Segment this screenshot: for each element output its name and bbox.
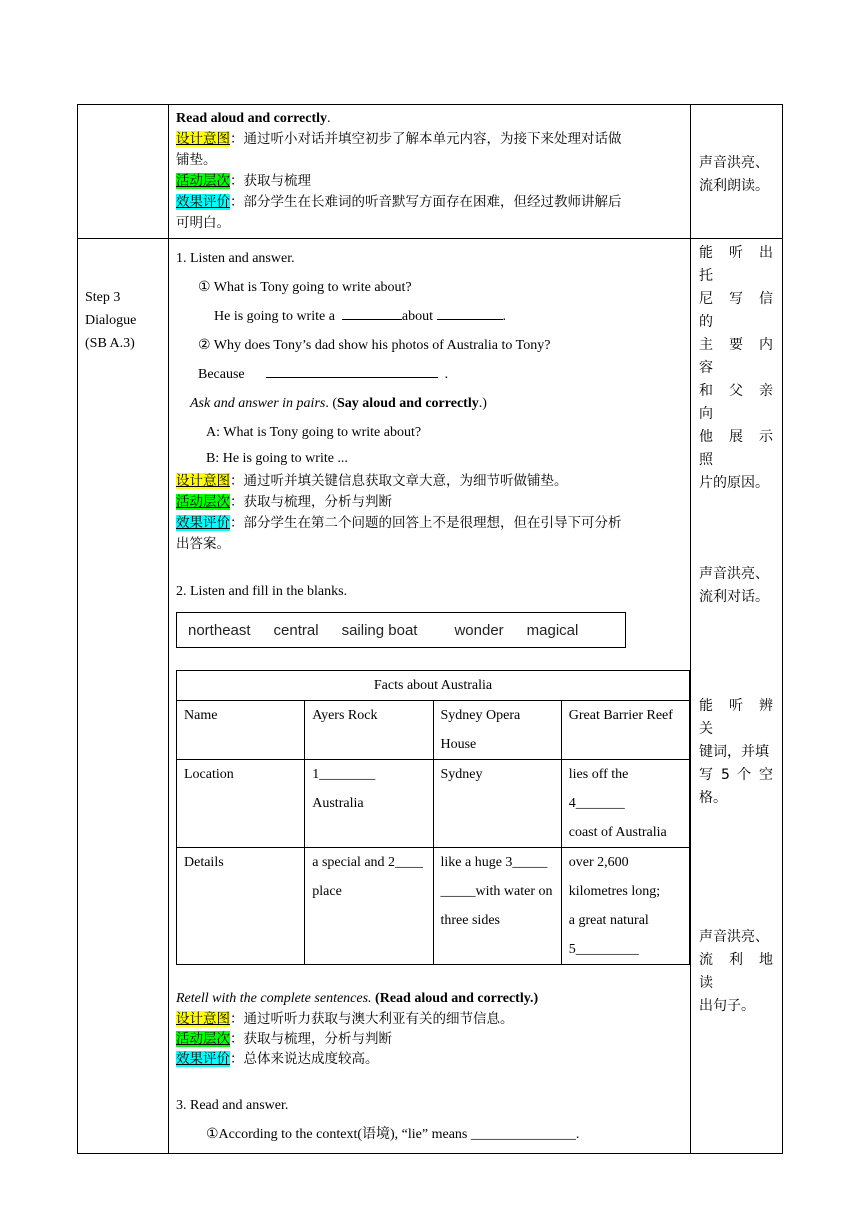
right-line-f: 片的原因。: [699, 475, 769, 491]
blank-2[interactable]: [437, 305, 503, 320]
level-text: ：获取与梳理: [230, 173, 311, 189]
dialogue-b: B: He is going to write ...: [206, 451, 348, 466]
level-label-3: 活动层次: [176, 1031, 230, 1047]
fill-title: 2. Listen and fill in the blanks.: [176, 584, 348, 599]
row1-right-2: 流利朗读。: [699, 178, 769, 194]
header-name: Name: [177, 701, 305, 760]
word-bank-item: central: [273, 621, 319, 639]
details-sydney: [433, 848, 561, 965]
pairs-bold: Say aloud and correctly: [337, 396, 479, 411]
answer-1: [176, 302, 683, 331]
facts-details-row: [177, 848, 690, 965]
details-reef: [561, 848, 689, 965]
eval-label-3: 效果评价: [176, 1051, 230, 1067]
eval-text: ：部分学生在长难词的听音默写方面存在困难，但经过教师讲解后: [230, 194, 622, 210]
details-reef-3: a great natural: [568, 913, 649, 928]
retell-bold: (Read aloud and correctly.): [375, 991, 539, 1006]
answer-2: [176, 360, 683, 389]
intent-text: ：通过听小对话并填空初步了解本单元内容，为接下来处理对话做: [230, 131, 622, 147]
details-ayers: [305, 848, 433, 965]
row1-right-1: 声音洪亮、: [699, 155, 769, 171]
right-line-a: 能 听 出 托: [699, 245, 775, 284]
word-bank-item: northeast: [188, 621, 251, 639]
right-line-g2: 流利对话。: [699, 589, 769, 605]
details-reef-1: over 2,600: [568, 855, 629, 870]
row1-heading: Read aloud and correctly: [176, 111, 328, 126]
details-ayers-2: place: [312, 884, 342, 899]
right-line-l1: 声音洪亮、: [699, 929, 769, 945]
right-line-c: 主 要 内 容: [699, 337, 775, 376]
blank-3[interactable]: [266, 363, 438, 378]
row-read-aloud: [78, 105, 783, 239]
eval-text2: 可明白。: [176, 215, 230, 231]
step-number: Step 3: [85, 290, 121, 305]
question-1: ① What is Tony going to write about?: [198, 280, 412, 295]
retell-italic: Retell with the complete sentences.: [176, 991, 372, 1006]
eval-text-2: ：部分学生在第二个问题的回答上不是很理想，但在引导下可分析: [230, 515, 622, 531]
level-text-2: ：获取与梳理，分析与判断: [230, 494, 392, 510]
intent-text2: 铺垫。: [176, 152, 217, 168]
details-sydney-1: like a huge 3_____: [440, 855, 548, 870]
right-line-g1: 声音洪亮、: [699, 566, 769, 582]
lesson-plan-table: [77, 104, 783, 1154]
eval-text-3: ：总体来说达成度较高。: [230, 1051, 379, 1067]
details-ayers-1: a special and 2____: [312, 855, 424, 870]
answer-1-pre: He is going to write a: [214, 309, 335, 324]
facts-table: [176, 670, 690, 965]
answer-2-pre: Because: [198, 367, 245, 382]
dialogue-a: A: What is Tony going to write about?: [206, 425, 422, 440]
location-ayers-2: Australia: [312, 796, 364, 811]
facts-title: Facts about Australia: [177, 671, 690, 701]
word-bank-item: magical: [526, 621, 579, 639]
pairs-end: .): [478, 396, 487, 411]
location-reef-2: coast of Australia: [568, 825, 667, 840]
facts-header-row: [177, 701, 690, 760]
intent-label: 设计意图: [176, 131, 230, 147]
eval-label: 效果评价: [176, 194, 230, 210]
row1-content-cell: [169, 105, 691, 239]
right-line-d: 和 父 亲 向: [699, 383, 775, 422]
right-line-j: 写 5 个 空: [699, 767, 775, 783]
details-label: Details: [177, 848, 305, 965]
row1-step-cell: [78, 105, 169, 239]
right-line-e: 他 展 示 照: [699, 429, 775, 468]
facts-location-row: [177, 760, 690, 848]
word-bank-item: sailing boat: [341, 621, 418, 639]
answer-1-mid: about: [401, 309, 434, 324]
right-line-h: 能 听 辨 关: [699, 698, 775, 737]
location-sydney: Sydney: [433, 760, 561, 848]
read-question-1: ①According to the context(语境), “lie” means _______________.: [206, 1127, 580, 1142]
pairs-italic: Ask and answer in pairs: [190, 396, 326, 411]
intent-label-2: 设计意图: [176, 473, 230, 489]
listen-title: 1. Listen and answer.: [176, 251, 295, 266]
level-text-3: ：获取与梳理，分析与判断: [230, 1031, 392, 1047]
intent-label-3: 设计意图: [176, 1011, 230, 1027]
word-bank-box: [176, 612, 626, 648]
location-reef-1: lies off the 4_______: [568, 767, 629, 811]
location-reef: [561, 760, 689, 848]
pairs-mid: . (: [325, 396, 338, 411]
answer-1-end: .: [502, 309, 507, 324]
eval-text2-2: 出答案。: [176, 536, 230, 552]
intent-text-3: ：通过听听力获取与澳大利亚有关的细节信息。: [230, 1011, 514, 1027]
details-reef-4: 5_________: [568, 942, 639, 957]
answer-2-end: .: [444, 367, 449, 382]
right-line-b: 尼 写 信 的: [699, 291, 775, 330]
intent-text-2: ：通过听并填关键信息获取文章大意，为细节听做铺垫。: [230, 473, 568, 489]
right-line-i: 键词，并填: [699, 744, 769, 760]
dialogue-evaluation-cell: [691, 239, 783, 1154]
row1-heading-end: .: [327, 111, 331, 126]
right-line-k: 格。: [699, 790, 727, 806]
row-dialogue: [78, 239, 783, 1154]
location-ayers-1: 1________: [312, 767, 376, 782]
row1-evaluation-cell: [691, 105, 783, 239]
details-sydney-3: three sides: [440, 913, 500, 928]
question-2: ② Why does Tony’s dad show his photos of Australia to Tony?: [198, 338, 551, 353]
step-title: Dialogue: [85, 313, 137, 328]
level-label: 活动层次: [176, 173, 230, 189]
details-reef-2: kilometres long;: [568, 884, 661, 899]
header-ayers: Ayers Rock: [305, 701, 433, 760]
location-ayers: [305, 760, 433, 848]
step-cell: [78, 239, 169, 1154]
header-sydney: Sydney Opera House: [433, 701, 561, 760]
dialogue-content-cell: [169, 239, 691, 1154]
step-ref: (SB A.3): [85, 336, 135, 351]
level-label-2: 活动层次: [176, 494, 230, 510]
read-title: 3. Read and answer.: [176, 1098, 289, 1113]
header-reef: Great Barrier Reef: [561, 701, 689, 760]
details-sydney-2: _____with water on: [440, 884, 553, 899]
eval-label-2: 效果评价: [176, 515, 230, 531]
right-line-l2: 流 利 地 读: [699, 952, 775, 991]
location-label: Location: [177, 760, 305, 848]
blank-1[interactable]: [342, 305, 402, 320]
word-bank-item: wonder: [454, 621, 504, 639]
right-line-l3: 出句子。: [699, 998, 755, 1014]
